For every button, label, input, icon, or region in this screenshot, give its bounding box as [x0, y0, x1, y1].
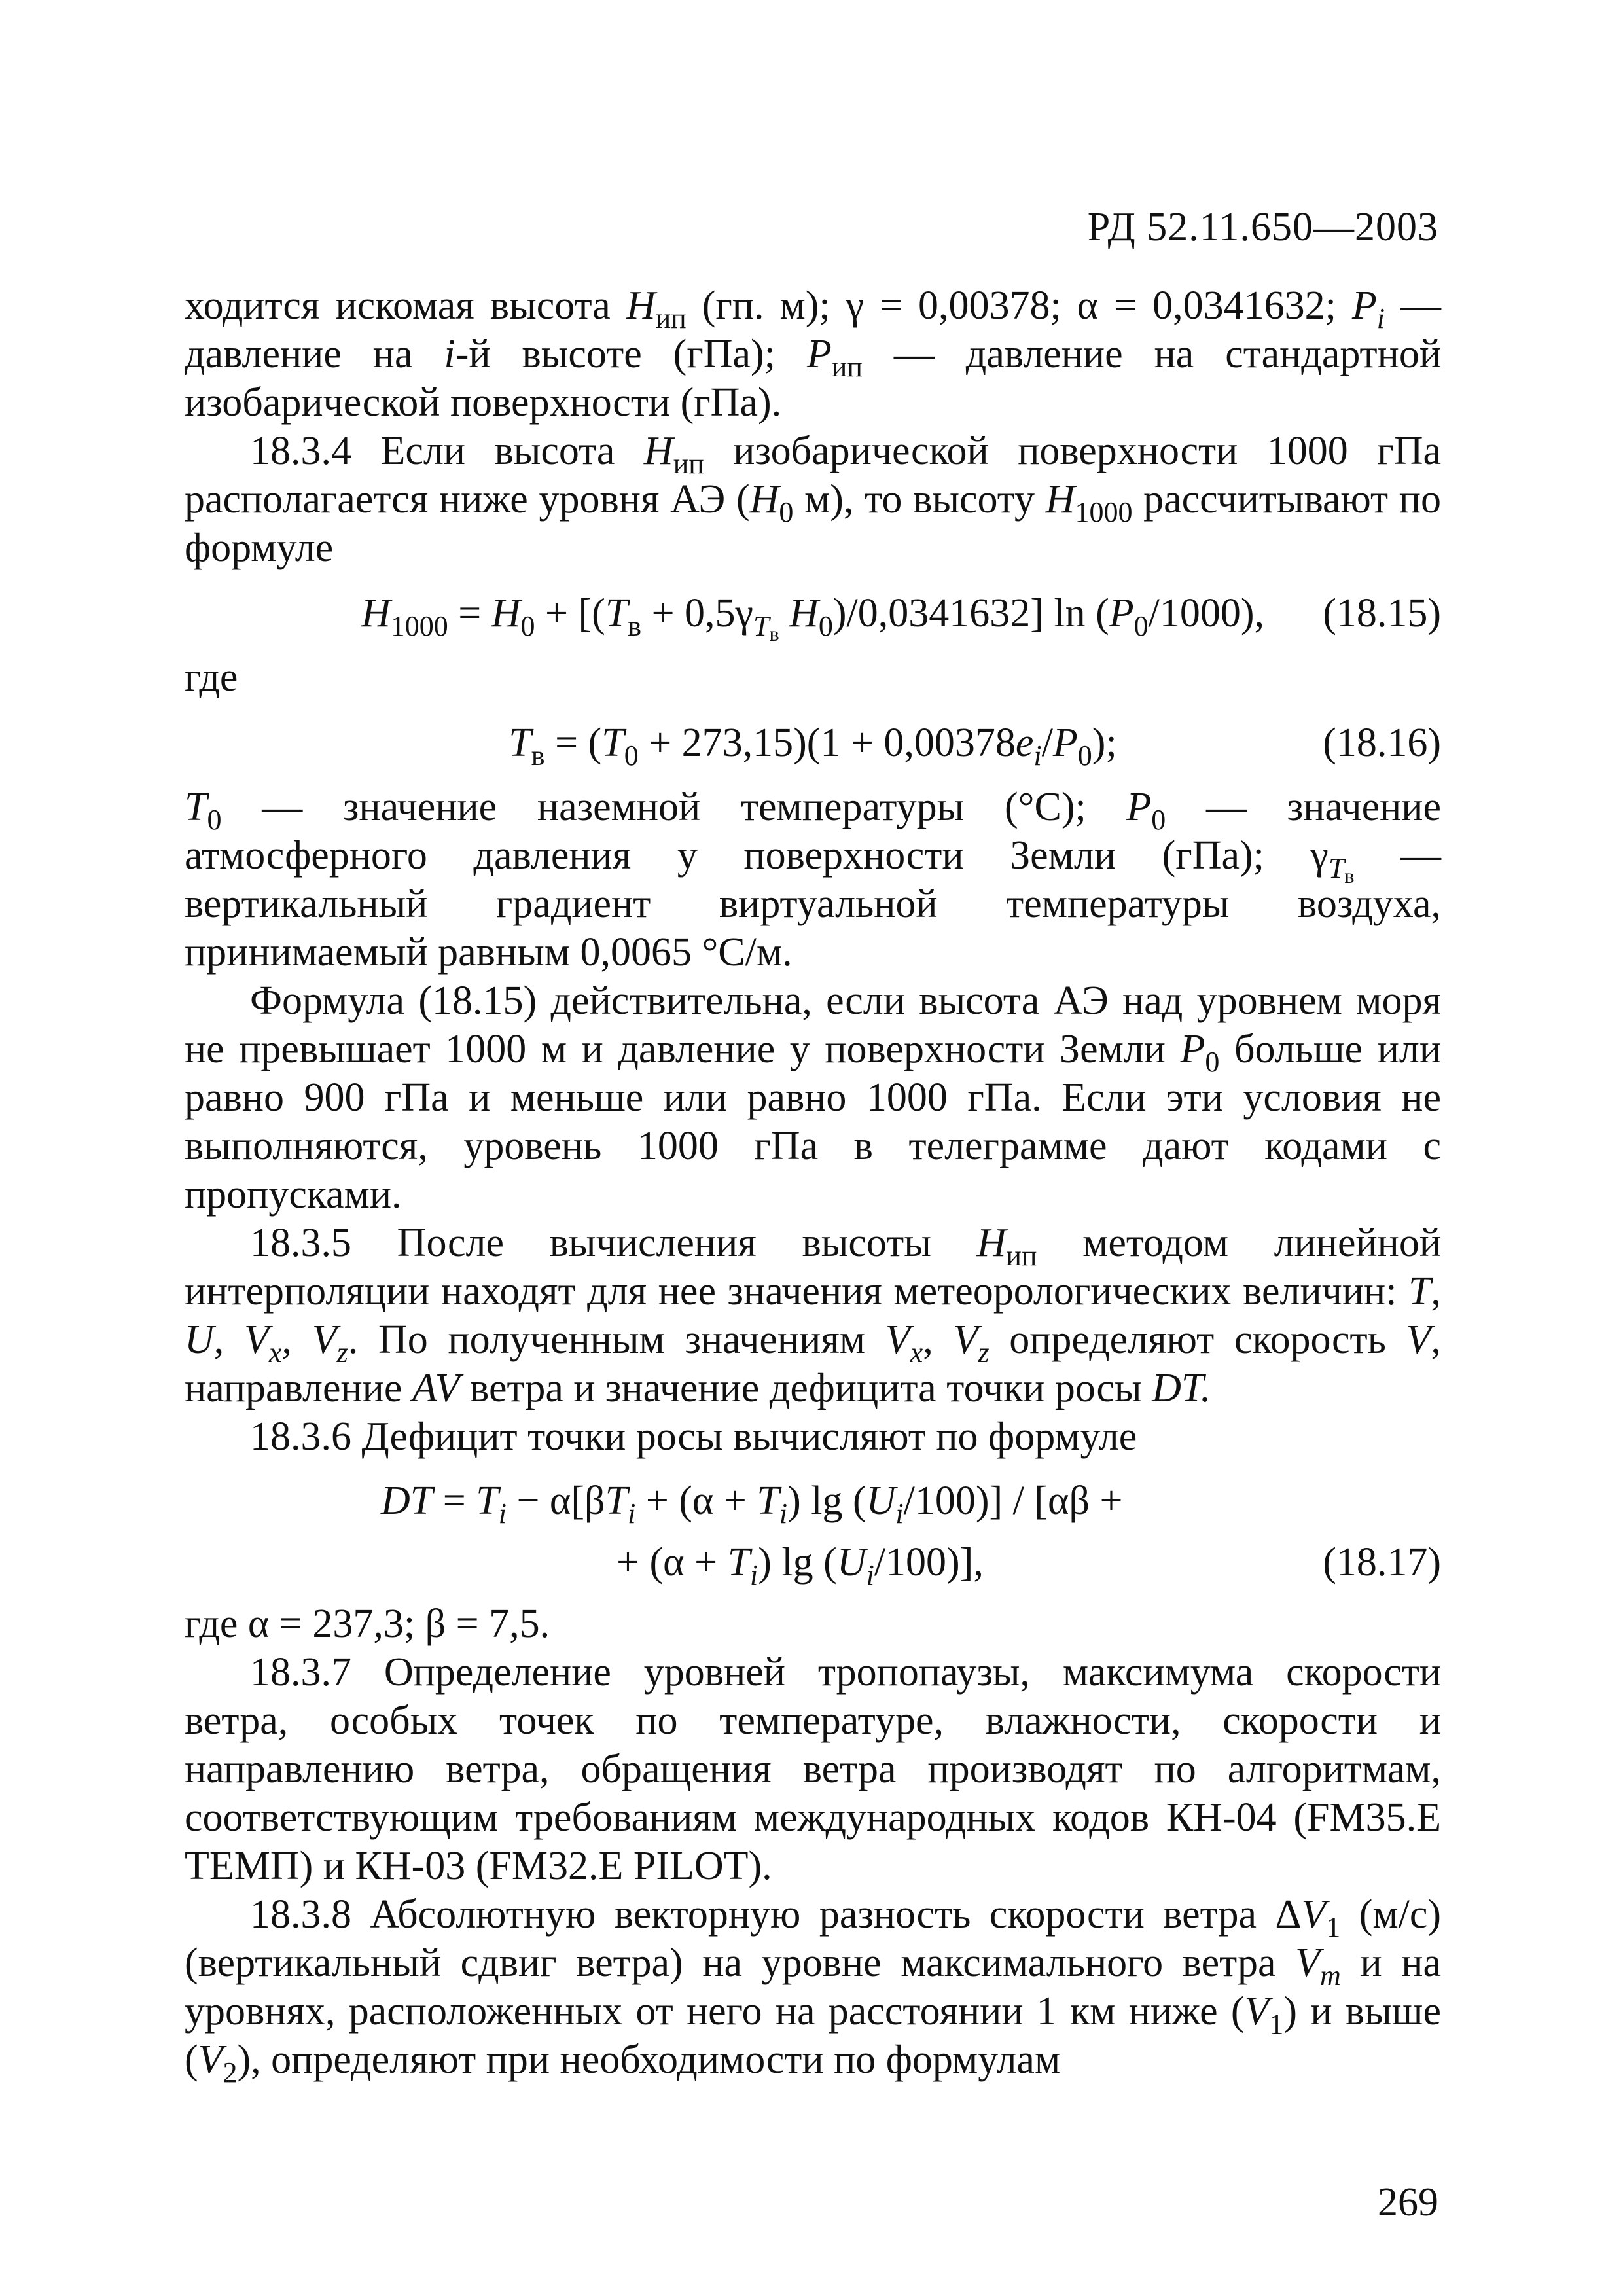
paragraph-constants: где α = 237,3; β = 7,5. — [185, 1602, 550, 1646]
where-label: где — [185, 655, 238, 700]
paragraph-formula-validity: Формула (18.15) действительна, если высота АЭ над уровнем моря не превышает 1000 м и давление у поверхности Земли $P_0$ больше или равно 900 гПа и меньше или равно 1000 гПа. Если эти условия не выполняются, уровень 1000 гПа в телеграмме дают кодами с пропусками. — [185, 978, 1441, 1217]
equation-number-18-15: (18.15) — [1323, 591, 1441, 636]
formula-18-17-line-1: DT = $T_i - \alpha[\beta T_i + (\alpha + T_i)$ $\lg (U_i/100)] / [\alpha\beta$ + — [381, 1479, 1123, 1530]
formula-18-15 — [185, 576, 1441, 649]
paragraph-continuation: ходится искомая высота $H_{ип}$ (гп. м); γ = 0,00378; α = 0,0341632; $P_i$ — давление на i-й высоте (гПа); $P_{ип}$ — давление на стандартной изобарической поверхности (гПа). — [185, 283, 1442, 425]
paragraph-18-3-7: 18.3.7 Определение уровней тропопаузы, максимума скорости ветра, особых точек по температуре, влажности, скорости и направлению ветра, обращения ветра производят по алгоритмам, соответствующим требованиям международных кодов КН-04 (FM35.E ТЕМП) и КН-03 (FM32.E PILOT). — [185, 1650, 1441, 1888]
equation-number-18-17: (18.17) — [1323, 1540, 1441, 1585]
formula-18-15-body: $H_{1000} = H_0 + [(T_в + 0,5\gamma_{T_в}$ $H_0)/0,0341632$] $\ln (P_0/1000)$, — [361, 591, 1264, 645]
document-id-header: РД 52.11.650—2003 — [1087, 205, 1438, 249]
formula-18-17-line-2: + $(\alpha + T_i)$ $\lg (U_i/100)$], — [616, 1540, 984, 1591]
formula-18-16-body: $T_в = (T_0 + 273,15)(1 + 0,00378e_i/P_0)$; — [508, 721, 1117, 772]
formula-18-16 — [185, 706, 1441, 779]
document-body — [185, 281, 1442, 2089]
page-number: 269 — [1378, 2180, 1438, 2225]
paragraph-variable-definitions: $T_0$ — значение наземной температуры (°С); $P_0$ — значение атмосферного давления у поверхности Земли (гПа); $\gamma_{T_в}$ — вертикальный градиент виртуальной температуры воздуха, принимаемый равным 0,0065 °С/м. — [185, 785, 1441, 975]
paragraph-18-3-5: 18.3.5 После вычисления высоты $H_{ип}$ методом линейной интерполяции находят для нее значения метеорологических величин: T, U, $V_x$, $V_z$. По полученным значениям $V_x$, $V_z$ определяют скорость V, направление AV ветра и значение дефицита точки росы DT. — [185, 1221, 1442, 1410]
equation-number-18-16: (18.16) — [1323, 721, 1441, 765]
paragraph-18-3-6: 18.3.6 Дефицит точки росы вычисляют по формуле — [250, 1414, 1137, 1459]
paragraph-18-3-4: 18.3.4 Если высота $H_{ип}$ изобарической поверхности 1000 гПа располагается ниже уровня АЭ ($H_0$ м), то высоту $H_{1000}$ рассчитывают по формуле — [185, 429, 1441, 570]
paragraph-18-3-8: 18.3.8 Абсолютную векторную разность скорости ветра $\Delta V_1$ (м/с) (вертикальный сдвиг ветра) на уровне максимального ветра $V_m$ и на уровнях, расположенных от него на расстоянии 1 км ниже $(V_1)$ и выше $(V_2)$, определяют при необходимости по формулам — [185, 1892, 1441, 2089]
formula-18-17 — [185, 1465, 1441, 1596]
